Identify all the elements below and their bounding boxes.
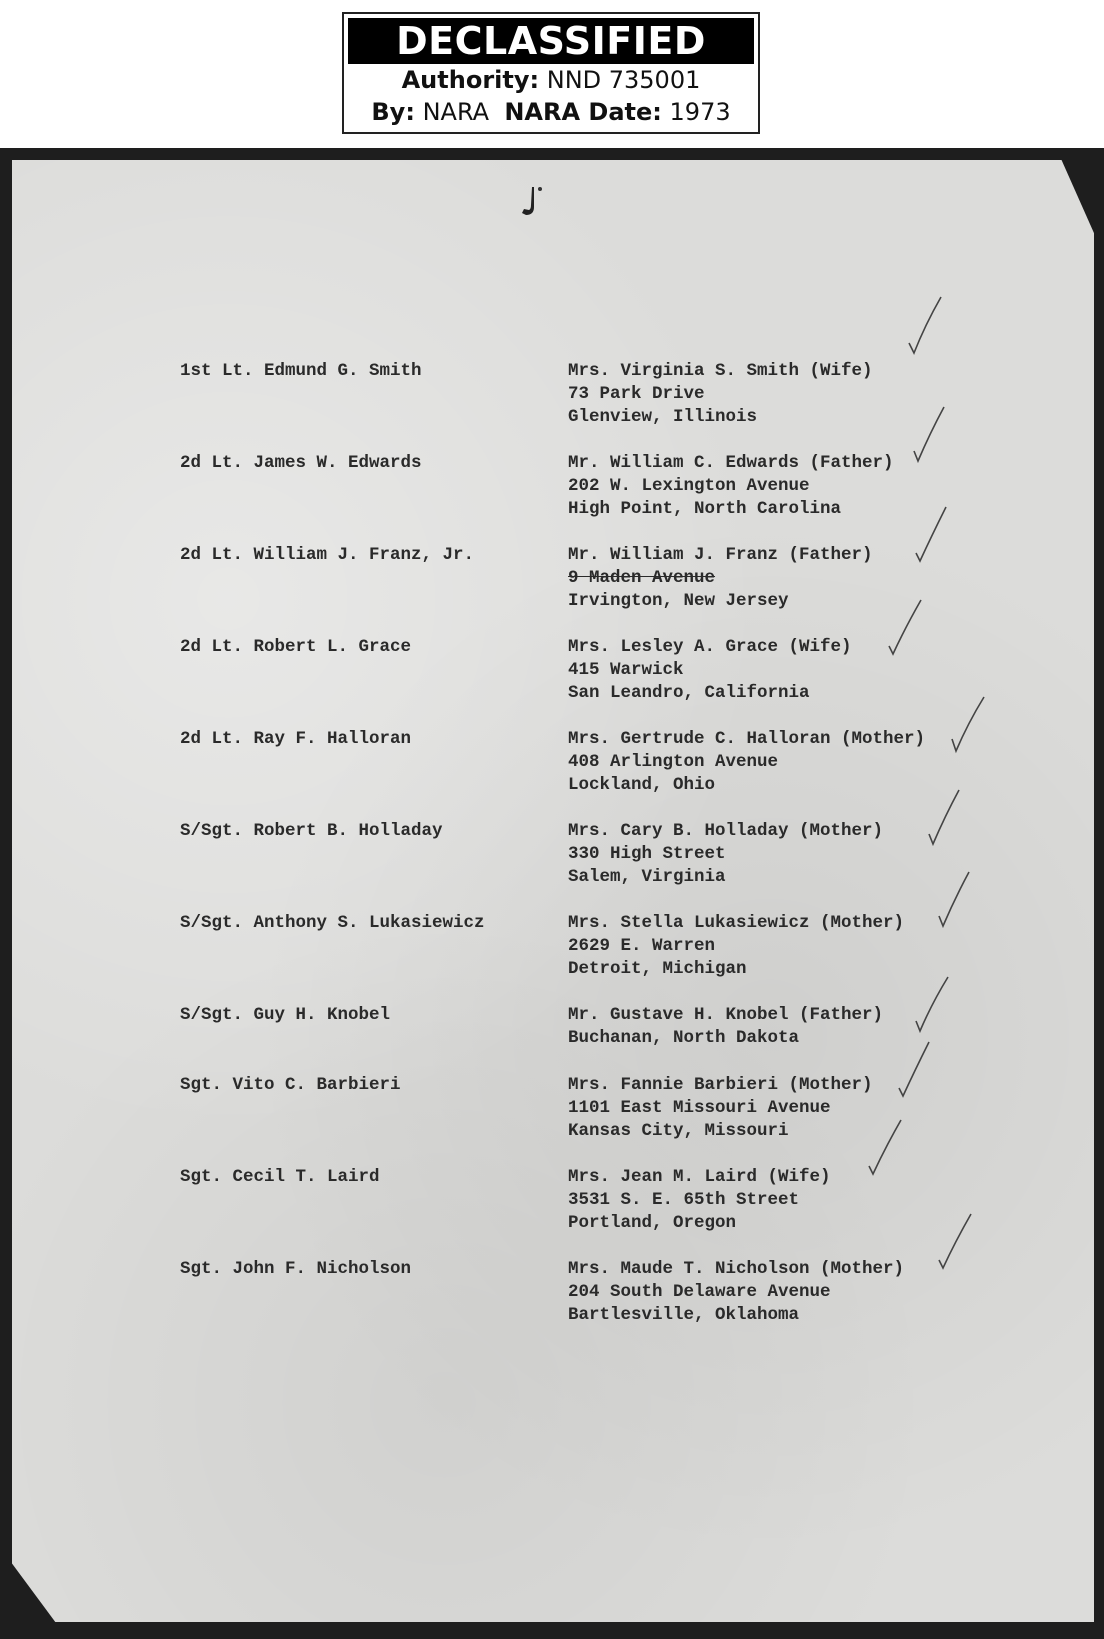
kin-name-line: Mr. Gustave H. Knobel (Father) [568,1005,884,1025]
serviceman-name: Sgt. John F. Nicholson [180,1259,412,1279]
city-line: Lockland, Ohio [568,775,716,795]
serviceman-name: 2d Lt. James W. Edwards [180,453,422,473]
city-line: San Leandro, California [568,683,810,703]
street-line: 202 W. Lexington Avenue [568,476,810,496]
street-line: 73 Park Drive [568,384,705,404]
checkmark-icon [912,505,952,565]
stamp-authority-label: Authority: [401,66,540,94]
kin-name-line: Mrs. Virginia S. Smith (Wife) [568,361,873,381]
street-line: 415 Warwick [568,660,684,680]
next-of-kin-address [568,1166,968,1235]
kin-name-line: Mrs. Maude T. Nicholson (Mother) [568,1259,905,1279]
city-line: Portland, Oregon [568,1213,737,1233]
checkmark-icon [885,598,925,658]
city-line: Buchanan, North Dakota [568,1028,800,1048]
kin-name-line: Mrs. Stella Lukasiewicz (Mother) [568,913,905,933]
serviceman-name: 2d Lt. Ray F. Halloran [180,729,412,749]
kin-name-line: Mrs. Gertrude C. Halloran (Mother) [568,729,926,749]
street-line: 1101 East Missouri Avenue [568,1098,831,1118]
city-line: Irvington, New Jersey [568,591,789,611]
serviceman-name: 2d Lt. Robert L. Grace [180,637,412,657]
checkmark-icon [905,295,945,355]
stamp-by-label: By: [371,98,415,126]
city-line: Bartlesville, Oklahoma [568,1305,800,1325]
next-of-kin-address [568,728,968,797]
next-of-kin-address [568,1258,968,1327]
serviceman-name: Sgt. Cecil T. Laird [180,1167,380,1187]
checkmark-icon [925,788,965,848]
street-line: 408 Arlington Avenue [568,752,779,772]
serviceman-name: 2d Lt. William J. Franz, Jr. [180,545,475,565]
kin-name-line: Mr. William C. Edwards (Father) [568,453,894,473]
city-line: Salem, Virginia [568,867,726,887]
city-line: Kansas City, Missouri [568,1121,789,1141]
street-line: 3531 S. E. 65th Street [568,1190,800,1210]
city-line: High Point, North Carolina [568,499,842,519]
stamp-date-value: 1973 [669,98,731,126]
kin-name-line: Mrs. Jean M. Laird (Wife) [568,1167,831,1187]
checkmark-icon [895,1040,935,1100]
stamp-date-label: NARA Date: [504,98,662,126]
checkmark-icon [935,1212,975,1272]
checkmark-icon [935,870,975,930]
serviceman-name: Sgt. Vito C. Barbieri [180,1075,401,1095]
checkmark-icon [910,405,950,465]
serviceman-name: S/Sgt. Anthony S. Lukasiewicz [180,913,485,933]
kin-name-line: Mr. William J. Franz (Father) [568,545,873,565]
checkmark-icon [912,975,952,1035]
street-line: 330 High Street [568,844,726,864]
stamp-by-value: NARA [422,98,490,126]
checkmark-icon [950,695,990,755]
next-of-kin-address [568,820,968,889]
stamp-authority-value: NND 735001 [546,66,701,94]
kin-name-line: Mrs. Fannie Barbieri (Mother) [568,1075,873,1095]
city-line: Detroit, Michigan [568,959,747,979]
kin-name-line: Mrs. Lesley A. Grace (Wife) [568,637,852,657]
street-line: 2629 E. Warren [568,936,716,956]
serviceman-name: S/Sgt. Robert B. Holladay [180,821,443,841]
street-line: 204 South Delaware Avenue [568,1282,831,1302]
serviceman-name: 1st Lt. Edmund G. Smith [180,361,422,381]
street-line: 9 Maden Avenue [568,568,716,588]
next-of-kin-address [568,360,968,429]
kin-name-line: Mrs. Cary B. Holladay (Mother) [568,821,884,841]
city-line: Glenview, Illinois [568,407,758,427]
stamp-title: DECLASSIFIED [348,18,754,64]
next-of-kin-address [568,912,968,981]
next-of-kin-address [568,452,968,521]
checkmark-icon [865,1118,905,1178]
serviceman-name: S/Sgt. Guy H. Knobel [180,1005,391,1025]
